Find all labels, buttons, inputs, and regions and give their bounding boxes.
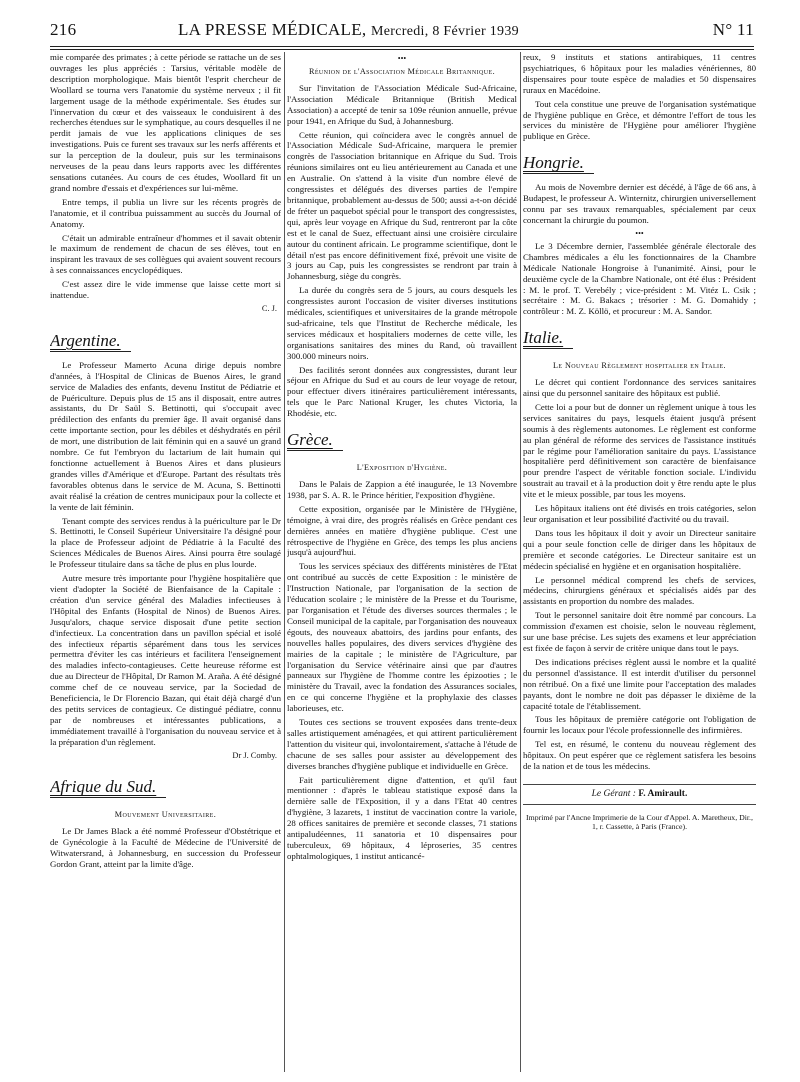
issue-date: Mercredi, 8 Février 1939 [371,24,519,39]
paragraph: Cette loi a pour but de donner un règlement unique à tous les services sanitaires du pays, lesquels étaient jusqu'à présent soumis à des règlements autonomes. Le règlement est conforme au plan général de réforme des services de l'assistance institués par le régime pour l'amélioration sanitaire du pays. L'assistance hospitalière perd définitivement son caractère de bienfaisance pour prendre l'aspect de véritable fonction sociale. L'individu soustrait au travail et à la production doit y être rendu apte le plus vite et le mieux possible, par tous les moyens. [523,401,756,500]
header-rule [50,49,754,50]
paragraph: Tous les services spéciaux des différents ministères de l'Etat ont contribué au succès de cette Exposition : le ministère de l'Instruction Nationale, par l'organisation de la section de l'éducation scolaire ; le ministère de la Presse et du Tourisme, par l'organisation et l'étude des diverses sources thermales ; le Conseil municipal de la capitale, par l'organisation des nouveaux égouts, des nouveaux abattoirs, des jardins pour enfants, des nouvelles halles populaires, des divers services d'hygiène des mairies de la capitale ; le ministère de l'Agriculture, par l'organisation du Service vétérinaire ainsi que par d'autres panneaux sur l'hygiène de l'homme contre les épizooties ; le ministère du Travail, avec la fondation des Assurances sociales, en ce qui concerne l'hygiène et la prophylaxie des classes laborieuses, etc. [287,561,517,714]
paragraph: Le personnel médical comprend les chefs de services, médecins, chirurgiens généraux et spécialisés aidés par des assistants en proportion du nombre des malades. [523,574,756,607]
paragraph: Cette exposition, organisée par le Ministère de l'Hygiène, témoigne, à vrai dire, des progrès réalisés en Grèce pendant ces dernières années en matière d'hygiène publique. C'est une rétrospective de l'hygiène en Grèce, des temps les plus anciens jusqu'à aujourd'hui. [287,503,517,558]
paragraph: mie comparée des primates ; à cette période se rattache un de ses ouvrages les plus appréciés : Tarsius, véritable modèle de description morphologique. Mais bientôt l'esprit chercheur de Woollard se tourna vers l'anatomie du système nerveux ; il fit largement usage de la méthode expérimentale. Ses études sur l'innervation du cœur et des vaisseaux le conduisirent à des recherches étendues sur le symphatique, au cours desquelles il ne perdit jamais de vue les applications cliniques de ses investigations. Puis ce furent ses travaux sur les nerfs afférents et sur la perception de la douleur, puis sur les terminaisons nerveuses de la peau dans leurs rapports avec les différentes sensations cutanées. Au cours de ces études, Woollard fit un grand nombre d'essais et d'expériences sur lui-même. [50,52,281,193]
paragraph: Le décret qui contient l'ordonnance des services sanitaires ainsi que du personnel sanitaire des hôpitaux est publié. [523,377,756,399]
column-1 [50,52,281,1072]
paragraph: Le 3 Décembre dernier, l'assemblée générale électorale des Chambres médicales a élu les fonctionnaires de la Chambre Médicale Nationale Hongroise à l'unanimité. Ainsi, pour le deuxième cycle de la Chambre Nationale, ont été élus : Président : M. le prof. T. Verebély ; vice-président : M. Vitéz L. Csik ; secrétaire : M. G. Bakacs ; trésorier : M. G. Domahidy ; contrôleur : M. Z. Köllö, et procureur : M. A. Sandor. [523,240,756,317]
paragraph: Toutes ces sections se trouvent exposées dans trente-deux salles artistiquement aménagées, et qui attirent particulièrement l'attention du visiteur qui, involontairement, s'attache à l'étude de chacune de ses salles pour assister au développement des diverses branches d'hygiène publique et individuelle en Grèce. [287,717,517,771]
paragraph: Des facilités seront données aux congressistes, durant leur séjour en Afrique du Sud et au cours de leur voyage de retour, pour effectuer divers itinéraires particulièrement intéressants, tels que le Parc National Kruger, les chutes Victoria, la Rhodésie, etc. [287,364,517,419]
paragraph: Le Professeur Mamerto Acuna dirige depuis nombre d'années, à l'Hospital de Clinicas de Buenos Aires, le grand service de Maladies des enfants, devenu Institut de Pédiatrie et de Puériculture. Depuis plus de 15 ans il disposait, entre autres assistants, du Dr Saül S. Bettinotti, qui s'occupait avec prédilection des enfants du premier âge. Il avait organisé dans cette importante section, pour les débiles et déshydratés en péril de mort, une distribution de lait féminin qui en a sauvé un grand nombre. Ce fut l'embryon du lactarium de lait humain qui fonctionne actuellement à Buenos Aires et dans plusieurs grandes villes d'Amérique et d'Europe. Partant des résultats très favorables obtenus dans le service de M. Acuna, S. Bettinotti avait réalisé la création de centres municipaux pour la collecte et la vente de lait féminin. [50,359,281,512]
journal-title: LA PRESSE MÉDICALE, [178,20,367,39]
column-divider [284,52,285,1072]
paragraph: Au mois de Novembre dernier est décédé, à l'âge de 66 ans, à Budapest, le professeur A. Winternitz, chirurgien universellement connu par ses travaux remarquables, spécialement par ceux concernant la chirurgie du poumon. [523,182,756,225]
paragraph: La durée du congrès sera de 5 jours, au cours desquels les congressistes auront l'occasion de visiter diverses institutions médicales, scientifiques et universitaires de la grande métropole sud-africaine, tels que l'Institut de Recherche médicale, les services médicaux et hospitaliers modernes de cette ville, les organisations sanitaires des mines du Rand, où travaillent 300.000 mineurs noirs. [287,285,517,361]
paragraph: Sur l'invitation de l'Association Médicale Sud-Africaine, l'Association Médicale Britannique (British Medical Association) a accepté de tenir sa 109e réunion annuelle, prévue pour 1941, en Afrique du Sud, à Johannesburg. [287,82,517,126]
masthead [50,18,754,46]
author-signature: Dr J. Comby. [232,750,277,760]
column-3 [523,52,756,1072]
author-signature: C. J. [261,303,277,313]
page-number: 216 [50,20,77,39]
subheading: Le Nouveau Règlement hospitalier en Italie. [553,361,726,371]
gerant-line [523,784,756,805]
paragraph: Dans le Palais de Zappion a été inaugurée, le 13 Novembre 1938, par S. A. R. le Prince héritier, l'exposition d'hygiène. [287,479,517,500]
paragraph: Tous les hôpitaux de première catégorie ont l'obligation de fournir les locaux pour l'école professionnelle des infirmières. [523,714,756,736]
subheading: Réunion de l'Association Médicale Britannique. [308,67,496,76]
printer-imprint: Imprimé par l'Ancne Imprimerie de la Cour d'Appel. A. Maretheux, Dir., 1, r. Cassette, à Paris (France). [526,812,753,832]
subheading: L'Exposition d'Hygiène. [356,463,448,473]
paragraph: Tenant compte des services rendus à la puériculture par le Dr S. Bettinotti, le Conseil Supérieur Universitaire l'a désigné pour la place de Professeur adjoint de Pédiatrie à la Faculté des Sciences Médicales de Buenos Aires. Ainsi pourra être soulagé le Professeur titulaire dans sa tâche de plus en plus lourde. [50,515,281,570]
section-title-argentine: Argentine. [50,331,131,352]
paragraph: Autre mesure très importante pour l'hygiène hospitalière que vient d'adopter la Société de Bienfaisance de la Capitale : création d'un service général des Maladies infectieuses à l'Hôpital des Enfants (Hospital de Ninos) de Buenos Aires. Jusqu'alors, chaque service disposait d'une petite section d'infectieux. La concentration dans un pavillon spécial et isolé des infectieux répartis séparément dans tous les services permettra d'éviter les cas intérieurs et facilitera l'enseignement des maladies infecto-contagieuses. Cette heureuse réforme est due au Directeur de l'Hôpital, Dr Ramon M. Araña. A été désigné comme chef de ce nouveau service, par la Sociedad de Beneficiencia, le Dr Florencio Bazan, qui était déjà chargé d'un des petits services de contagieux. Ce distingué pédiatre, connu par de nombreuses et intéressantes publications, a immédiatement travaillé à l'organisation du nouveau service et à la préparation d'un règlement. [50,573,281,747]
paragraph: Entre temps, il publia un livre sur les récents progrès de l'anatomie, et il contribua puissamment au succès du Journal of Anatomy. [50,196,281,229]
issue-number: N° 11 [712,20,754,39]
paragraph: Fait particulièrement digne d'attention, et qu'il faut mentionner : d'après le tableau statistique exposé dans la dernière salle de l'Exposition, il y a dans l'Etat 40 centres d'hygiène, 3 lazarets, 1 institut de vaccination contre la variole, 28 offices sanitaires de première et seconde classes, 71 stations antipaludéennes, 11 sanatoria et 10 dispensaires pour tuberculeux, 69 hôpitaux, 4 léproseries, 35 centres ophtalmologiques, 1 institut anticancé- [287,774,517,861]
paragraph: Les hôpitaux italiens ont été divisés en trois catégories, selon leur organisation et leur possibilité d'activité ou du travail. [523,503,756,524]
section-separator-stars: ••• [635,228,644,238]
subheading: Mouvement Universitaire. [114,810,217,820]
column-divider [520,52,521,1072]
gerant-name: F. Amirault. [638,788,688,799]
paragraph: Dans tous les hôpitaux il doit y avoir un Directeur sanitaire qui a pour seule fonction celle de diriger dans les hôpitaux de première et seconde catégories. Le Directeur sanitaire est un médecin spécialisé en hygiène et en organisation hospitalière. [523,527,756,571]
paragraph: Tout cela constitue une preuve de l'organisation systématique de l'hygiène publique en Grèce, et démontre l'effort de tous les services du ministère de l'Hygiène pour améliorer l'hygiène publique en Grèce. [523,98,756,142]
paragraph: C'était un admirable entraîneur d'hommes et il savait obtenir le maximum de rendement de chacun de ses élèves, tout en inspirant les travaux de ses collègues qui avaient souvent recours à ses connaissances encyclopédiques. [50,232,281,276]
header-rule [50,46,754,47]
journal-title-line [178,20,519,40]
section-title-italie: Italie. [523,328,573,349]
paragraph: Tel est, en résumé, le contenu du nouveau règlement des hôpitaux. On peut espérer que ce règlement satisfera les besoins de la nation et de tous les médecins. [523,739,756,772]
section-title-afrique-du-sud: Afrique du Sud. [50,777,166,798]
paragraph: Le Dr James Black a été nommé Professeur d'Obstétrique et de Gynécologie à la Faculté de Médecine de l'Université de Witwatersrand, à Johannesburg, en succession du Professeur Gordon Grant, atteint par la limite d'âge. [50,826,281,870]
column-2 [287,52,517,1072]
section-separator-stars: ••• [397,54,407,63]
paragraph: Des indications précises règlent aussi le nombre et la qualité du personnel d'assistance. Il est interdit d'utiliser du personnel non rétribué. On a fixé une limite pour l'acceptation des malades payants, dont le nombre ne doit pas dépasser le dixième de la capacité totale de l'établissement. [523,656,756,711]
paragraph: reux, 9 instituts et stations antirabiques, 11 centres psychiatriques, 6 hôpitaux pour les maladies vénériennes, 80 dispensaires pour toute espèce de maladies et 50 dispensaires ruraux en Macédoine. [523,52,756,95]
section-title-hongrie: Hongrie. [523,153,594,174]
paragraph: C'est assez dire le vide immense que laisse cette mort si inattendue. [50,279,281,301]
paragraph: Cette réunion, qui coïncidera avec le congrès annuel de l'Association Médicale Sud-Africaine, marquera le premier congrès de l'association britannique en Afrique du Sud. Trois réunions similaires ont eu lieu antérieurement au Canada et une en Australie. On s'attend à la visite d'un nombre élevé de congressistes et délégués des diverses parties de l'empire britannique, probablement au-dessus de 500; aussi a-t-on décidé de fréter un paquebot spécial pour le transport des congressistes, qui, après leur voyage en Afrique du Sud, rentreront par la côte est et le canal de Suez, effectuant ainsi une croisière circulaire autour du continent africain. Le programme scientifique, dont le détail n'est pas encore définitivement fixé, prévoit une visite de 3 jours au Cap, puis les congressistes se rendront par train à Johannesburg, siège du congrès. [287,129,517,282]
paragraph: Tout le personnel sanitaire doit être nommé par concours. La commission d'examen est choisie, selon le nouveau règlement, sur une base précise. Les sujets des examens et leur appréciation est fixée de façon à servir de critère unique dans tout le pays. [523,610,756,653]
gerant-label: Le Gérant : [591,788,636,799]
section-title-grece: Grèce. [287,430,343,451]
